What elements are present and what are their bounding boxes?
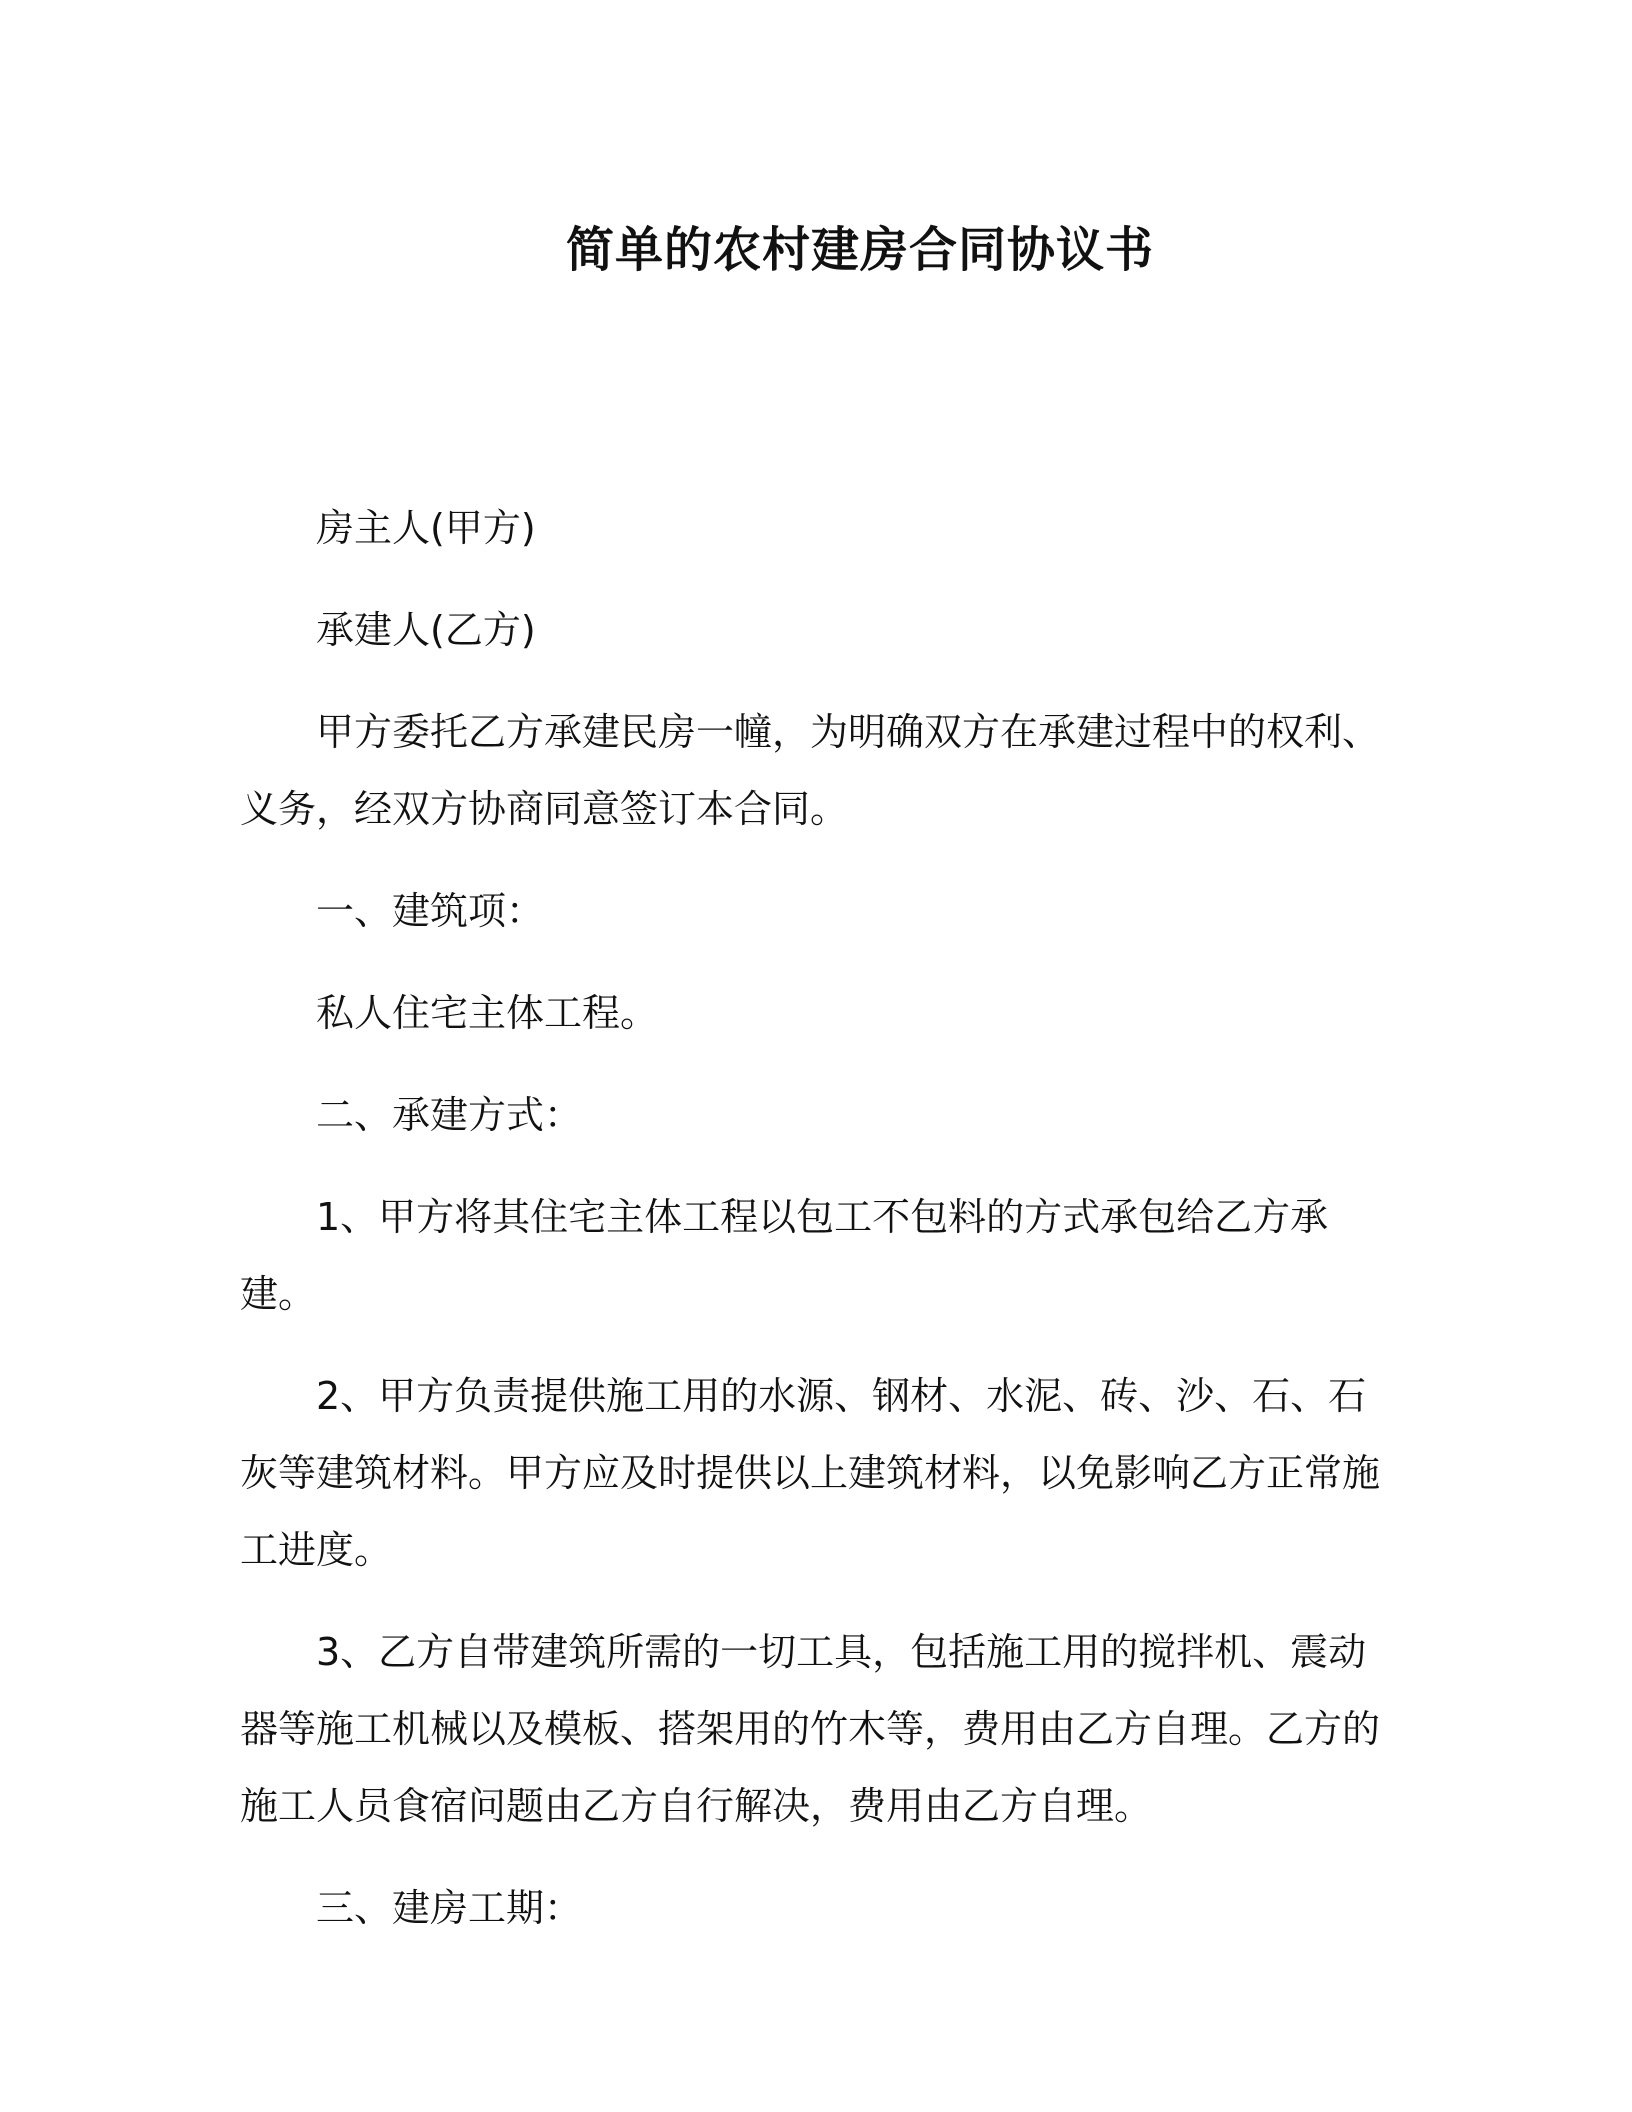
paragraph-building-item: 私人住宅主体工程。 — [316, 991, 659, 1035]
section-heading-construction-period: 三、建房工期： — [316, 1886, 583, 1930]
paragraph-intro: 甲方委托乙方承建民房一幢，为明确双方在承建过程中的权利、义务，经双方协商同意签订本合同。 — [240, 710, 1381, 831]
section-heading-contract-method: 二、承建方式： — [316, 1093, 583, 1137]
paragraph-clause-1: 1、甲方将其住宅主体工程以包工不包料的方式承包给乙方承建。 — [240, 1195, 1329, 1316]
paragraph-contractor: 承建人(乙方) — [316, 608, 536, 652]
document-title: 简单的农村建房合同协议书 — [565, 222, 1154, 278]
paragraph-owner: 房主人(甲方) — [316, 506, 536, 550]
paragraph-clause-3: 3、乙方自带建筑所需的一切工具，包括施工用的搅拌机、震动器等施工机械以及模板、搭架用的竹木等，费用由乙方自理。乙方的施工人员食宿问题由乙方自行解决，费用由乙方自理。 — [240, 1630, 1381, 1828]
paragraph-clause-2: 2、甲方负责提供施工用的水源、钢材、水泥、砖、沙、石、石灰等建筑材料。甲方应及时提供以上建筑材料，以免影响乙方正常施工进度。 — [240, 1374, 1381, 1572]
document-body — [240, 490, 1392, 1972]
section-heading-building-item: 一、建筑项： — [316, 889, 545, 933]
